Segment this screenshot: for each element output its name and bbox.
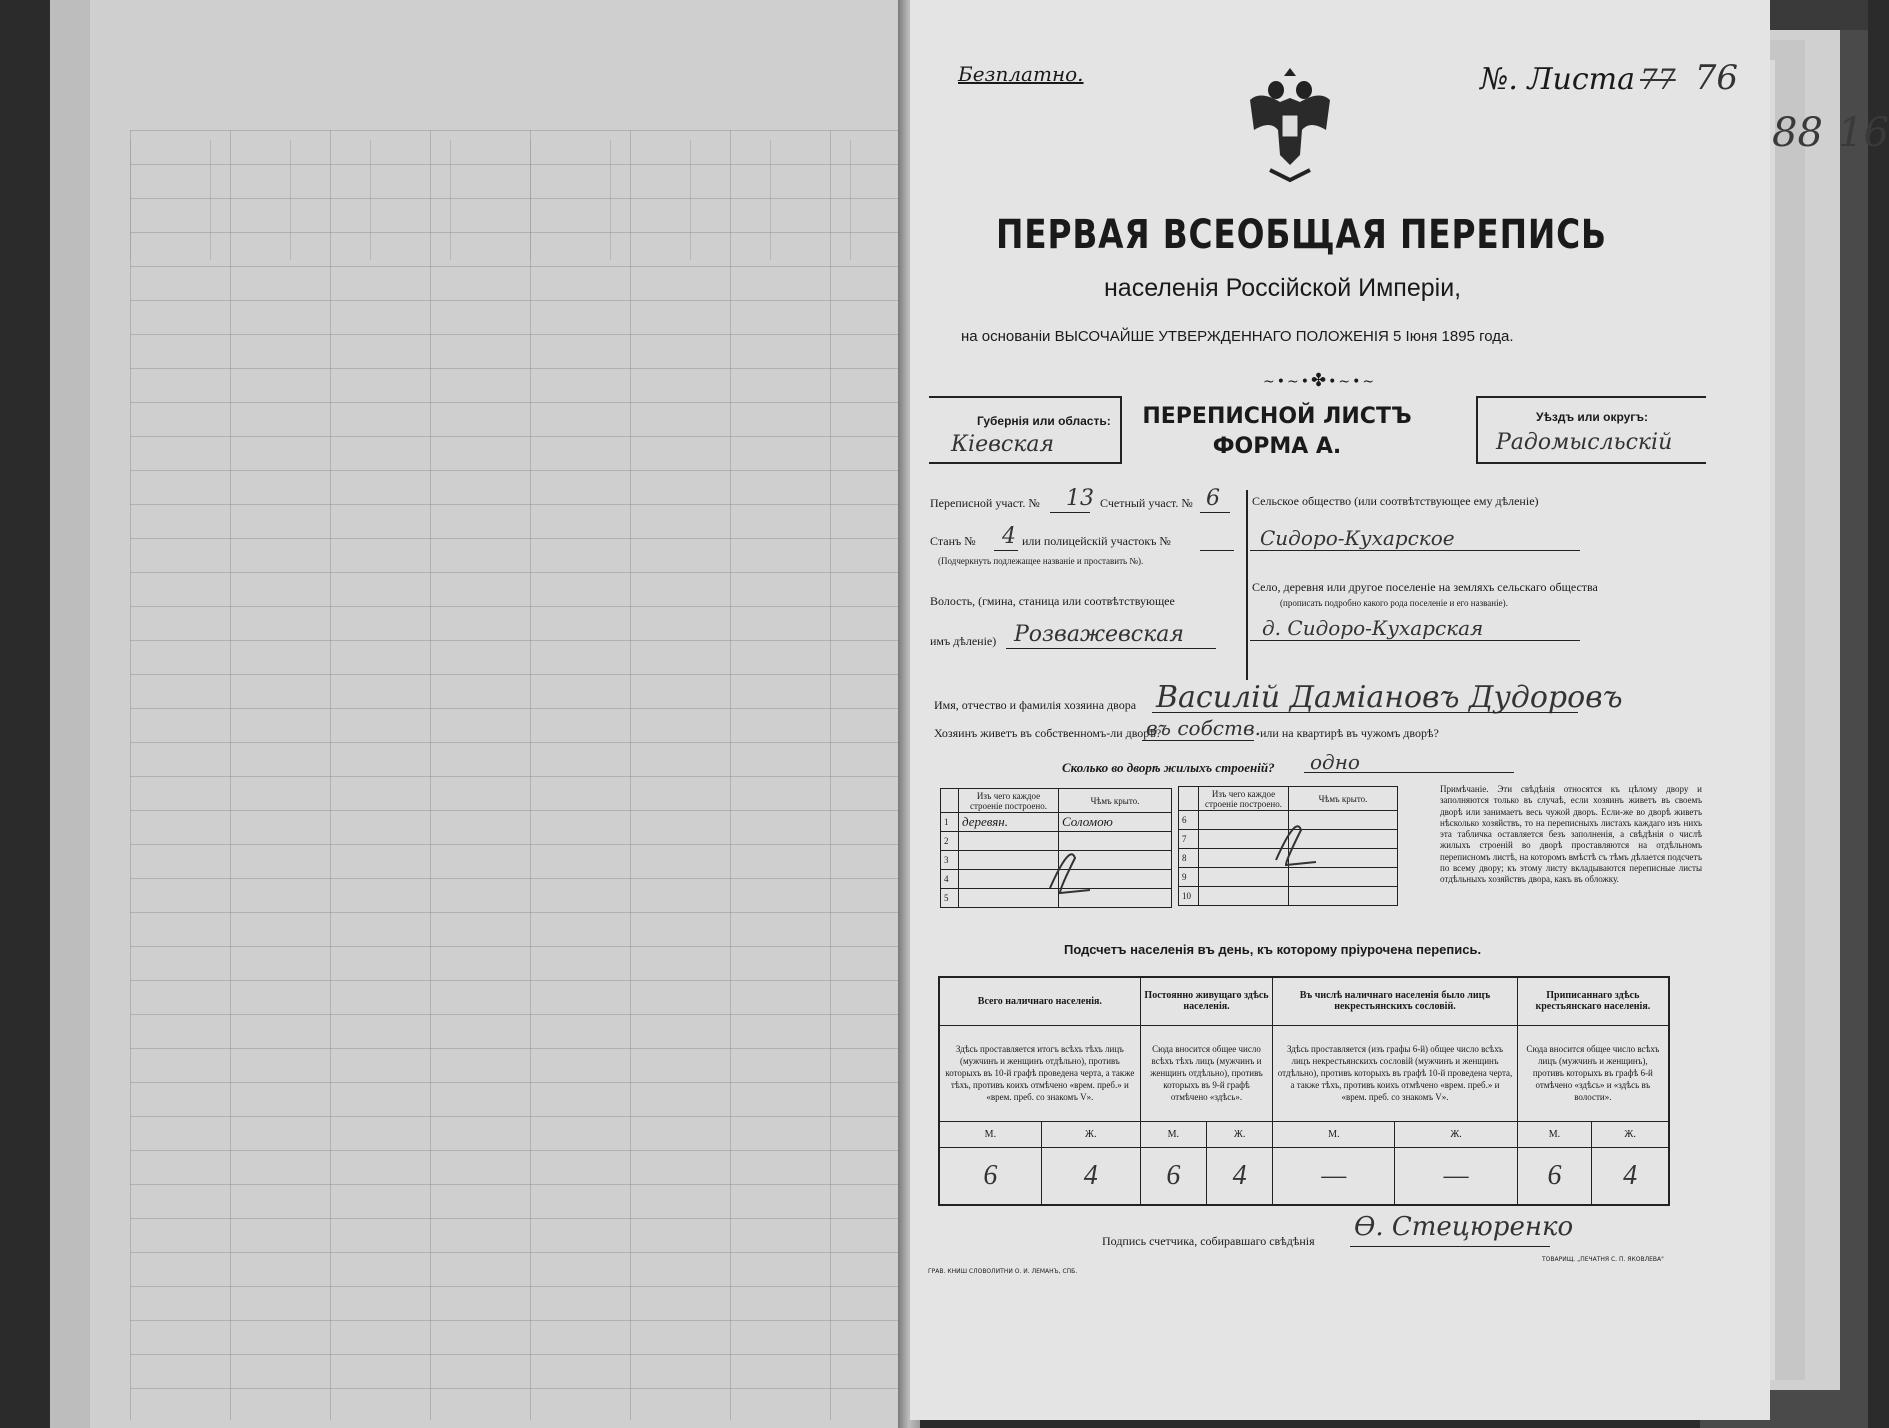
field-underline (1250, 640, 1580, 641)
village-label: Село, деревня или другое поселеніе на земляхъ сельскаго общества (1252, 580, 1598, 594)
owner-name-value: Василій Даміановъ Дудоровъ (1156, 680, 1623, 715)
gubernia-box (929, 396, 1122, 464)
field-underline (1142, 740, 1254, 741)
row-number: 1 (941, 813, 959, 832)
printer-right: ТОВАРИЩ. „ПЕЧАТНЯ С. П. ЯКОВЛЕВА" (1542, 1256, 1664, 1263)
row-number: 2 (941, 832, 959, 851)
row-number: 5 (941, 889, 959, 908)
group-description: Сюда вносится общее число всѣхъ тѣхъ лицъ (мужчинъ и женщинъ отдѣльно), противъ которыхъ въ 9-й графѣ отмѣчено «здѣсь». (1140, 1025, 1273, 1121)
field-underline (1200, 550, 1234, 551)
row-number: 3 (941, 851, 959, 870)
table-row (941, 813, 1172, 832)
male-label: М. (1517, 1121, 1592, 1147)
female-label: Ж. (1041, 1121, 1140, 1147)
col-roof-2: Чѣмъ крыто. (1289, 787, 1398, 811)
signature-value: Ѳ. Стецюренко (1354, 1212, 1574, 1242)
form-subtitle: ФОРМА А. (1212, 434, 1342, 459)
group-header: Всего наличнаго населенія. (939, 977, 1140, 1025)
owner-lives-label: Хозяинъ живетъ въ собственномъ-ли дворѣ? (934, 726, 1162, 740)
volost-value: Розважевская (1014, 622, 1184, 647)
society-value: Сидоро-Кухарское (1260, 526, 1455, 550)
population-count-table (938, 976, 1670, 1206)
group-description: Здѣсь проставляется (изъ графы 6-й) общее число всѣхъ лицъ некрестьянскихъ сословій (мужчинъ и женщинъ отдѣльно), противъ которыхъ въ графѣ 10-й проведена черта, а также тѣхъ, противъ коихъ отмѣчено «врем. преб.» и «врем. преб. со знакомъ V». (1273, 1025, 1517, 1121)
printer-left: ГРАВ. КНИШ СЛОВОЛИТНИ О. И. ЛЕМАНЪ, СПБ. (928, 1268, 1078, 1275)
census-section-label: Переписной участ. № (930, 496, 1040, 510)
buildings-label: Сколько во дворѣ жилыхъ строеній? (1062, 760, 1275, 775)
col-material-2: Изъ чего каждое строеніе построено. (1199, 787, 1289, 811)
male-label: М. (939, 1121, 1041, 1147)
dash-mark (1266, 820, 1326, 870)
col-material: Изъ чего каждое строеніе построено. (959, 789, 1059, 813)
female-label: Ж. (1395, 1121, 1517, 1147)
female-count: — (1395, 1147, 1517, 1205)
census-basis: на основаніи ВЫСОЧАЙШЕ УТВЕРЖДЕННАГО ПОЛОЖЕНІЯ 5 Іюня 1895 года. (961, 328, 1514, 345)
stan-label: Станъ № (930, 534, 976, 548)
row-number: 6 (1179, 811, 1199, 830)
form-title: ПЕРЕПИСНОЙ ЛИСТЪ (1142, 404, 1412, 429)
left-page-header-bleedthrough (130, 140, 910, 260)
group-header: Приписаннаго здѣсь крестьянскаго населенія. (1517, 977, 1669, 1025)
field-underline (1250, 550, 1580, 551)
margin-number-2: 16 (1838, 110, 1889, 156)
female-label: Ж. (1207, 1121, 1273, 1147)
field-underline (1200, 512, 1230, 513)
col-roof: Чѣмъ крыто. (1059, 789, 1172, 813)
field-underline (1350, 1246, 1550, 1247)
female-count: 4 (1207, 1147, 1273, 1205)
field-underline (994, 550, 1018, 551)
group-header: Постоянно живущаго здѣсь населенія. (1140, 977, 1273, 1025)
group-header: Въ числѣ наличнаго населенія было лицъ некрестьянскихъ сословій. (1273, 977, 1517, 1025)
dark-corner (1770, 0, 1868, 30)
row-number: 8 (1179, 849, 1199, 868)
row-roof (1289, 868, 1398, 887)
field-underline (1304, 772, 1514, 773)
sheet-number (1480, 58, 1738, 98)
free-label: Безплатно. (958, 62, 1084, 86)
field-underline (1050, 512, 1090, 513)
owner-lives-value: въ собств. (1146, 716, 1261, 740)
owner-name-label: Имя, отчество и фамилія хозяина двора (934, 698, 1137, 712)
field-underline (1152, 712, 1578, 713)
male-label: М. (1140, 1121, 1206, 1147)
count-section-value: 6 (1206, 486, 1220, 511)
census-title: ПЕРВАЯ ВСЕОБЩАЯ ПЕРЕПИСЬ (996, 212, 1607, 258)
row-number: 10 (1179, 887, 1199, 906)
stan-note: (Подчеркнуть подлежащее названіе и проставить №). (938, 556, 1144, 566)
sheet-number-handwritten: 76 (1694, 58, 1739, 98)
column-divider (1246, 490, 1248, 680)
row-number: 9 (1179, 868, 1199, 887)
buildings-value: одно (1310, 750, 1360, 774)
row-roof (1289, 887, 1398, 906)
census-subtitle: населенія Россійской Имперіи, (1104, 274, 1462, 302)
male-count: 6 (1140, 1147, 1206, 1205)
stan-value: 4 (1002, 524, 1016, 549)
group-description: Здѣсь проставляется итогъ всѣхъ тѣхъ лицъ (мужчинъ и женщинъ отдѣльно), противъ которыхъ въ 10-й графѣ проведена черта, а также тѣхъ, противъ коихъ отмѣчено «врем. преб.» и «врем. преб. со знакомъ V». (939, 1025, 1140, 1121)
table-row (1179, 887, 1398, 906)
village-note: (прописать подробно какого рода поселеніе и его названіе). (1280, 598, 1508, 608)
ornament-divider: ~•~•✤•~•~ (1263, 370, 1377, 391)
dash-mark (1040, 848, 1100, 898)
uezd-label: Уѣздъ или округъ: (1536, 410, 1649, 424)
table-row (1179, 868, 1398, 887)
census-form-page (910, 0, 1770, 1420)
row-material (1199, 868, 1289, 887)
owner-lives-alt: или на квартирѣ въ чужомъ дворѣ? (1260, 726, 1439, 740)
count-section-label: Счетный участ. № (1100, 496, 1193, 510)
row-number: 7 (1179, 830, 1199, 849)
buildings-note: Примѣчаніе. Эти свѣдѣнія относятся къ цѣлому двору и заполняются только въ случаѣ, если хозяинъ живетъ въ своемъ дворѣ или занимаетъ весь чужой дворъ. Если-же во дворѣ живетъ нѣсколько хозяйствъ, то на переписныхъ листахъ каждаго изъ нихъ эта табличка оставляется безъ заполненія, а свѣдѣнія о числѣ жилыхъ строеній во дворѣ проставляются на отдѣльномъ переписномъ листѣ, на которомъ вмѣстѣ съ тѣмъ дѣлается подсчетъ по всему двору; къ этому листу вкладываются переписные листы отдѣльныхъ хозяйствъ двора, какъ въ обложку. (1440, 784, 1702, 885)
police-label: или полицейскій участокъ № (1022, 534, 1171, 548)
volost-label-2: имъ дѣленіе) (930, 634, 997, 648)
margin-number-1: 88 (1772, 110, 1823, 156)
sheet-label: №. Листа (1480, 62, 1635, 97)
volost-label: Волость, (гмина, станица или соотвѣтствующее (930, 594, 1175, 608)
female-count: 4 (1592, 1147, 1669, 1205)
left-page-grid (130, 130, 910, 1420)
male-label: М. (1273, 1121, 1395, 1147)
field-underline (1006, 648, 1216, 649)
sheet-number-struck: 77 (1640, 63, 1676, 96)
left-page-edge (50, 0, 90, 1428)
group-description: Сюда вносится общее число всѣхъ лицъ (мужчинъ и женщинъ), противъ которыхъ въ графѣ 6-й отмѣчено «здѣсь» и «здѣсь въ волости». (1517, 1025, 1669, 1121)
signature-label: Подпись счетчика, собиравшаго свѣдѣнія (1102, 1234, 1315, 1248)
female-label: Ж. (1592, 1121, 1669, 1147)
gubernia-value: Кіевская (951, 432, 1055, 457)
male-count: 6 (1517, 1147, 1592, 1205)
village-value: д. Сидоро-Кухарская (1262, 616, 1484, 640)
male-count: 6 (939, 1147, 1041, 1205)
row-roof: Соломою (1059, 813, 1172, 832)
row-material: деревян. (959, 813, 1059, 832)
count-title: Подсчетъ населенія въ день, къ которому пріурочена перепись. (1064, 942, 1482, 957)
census-section-value: 13 (1066, 486, 1094, 511)
uezd-box (1476, 396, 1706, 464)
gubernia-label: Губернія или область: (977, 414, 1111, 428)
female-count: 4 (1041, 1147, 1140, 1205)
row-number: 4 (941, 870, 959, 889)
uezd-value: Радомысльскій (1496, 430, 1673, 455)
society-label: Сельское общество (или соотвѣтствующее ему дѣленіе) (1252, 494, 1539, 508)
row-material (1199, 887, 1289, 906)
male-count: — (1273, 1147, 1395, 1205)
imperial-eagle-emblem (1240, 60, 1340, 190)
